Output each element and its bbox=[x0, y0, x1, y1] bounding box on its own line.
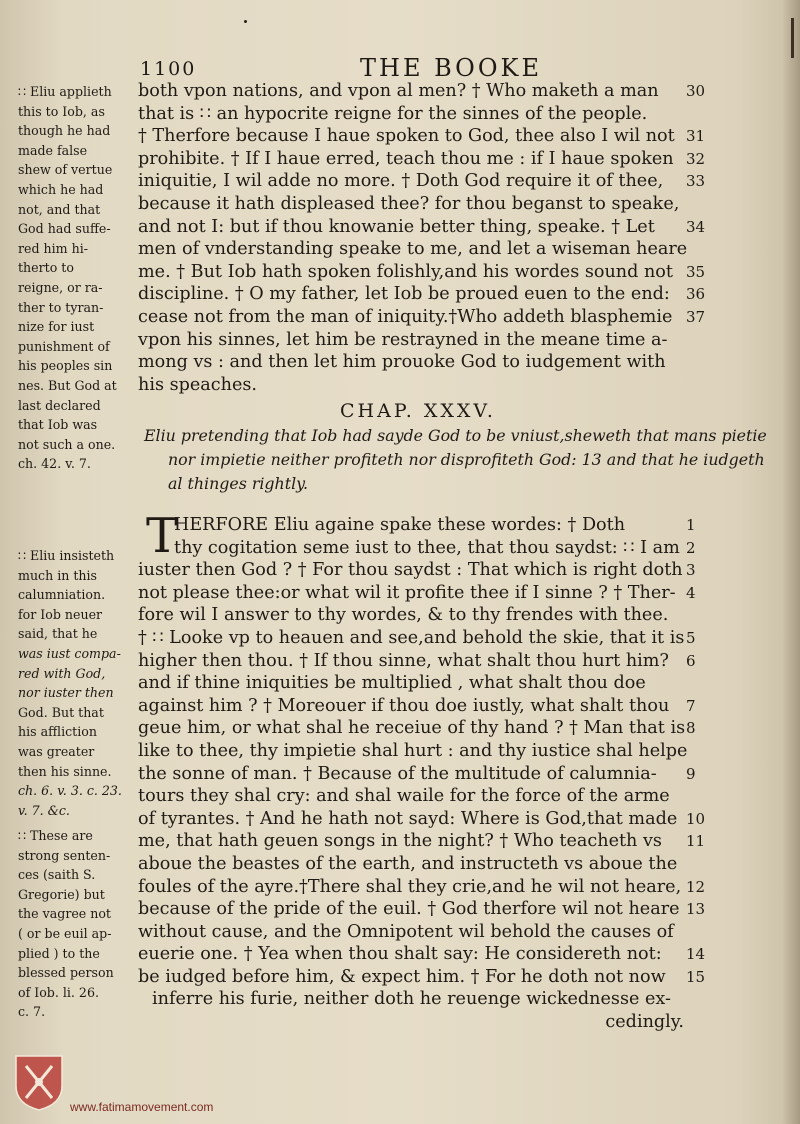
text-line: men of vnderstanding speake to me, and let a wiseman heare bbox=[138, 239, 688, 260]
verse-number bbox=[686, 103, 726, 126]
verse-number bbox=[686, 351, 726, 374]
sidenote-line: red with God, bbox=[18, 665, 106, 681]
sidenote-line: strong senten- bbox=[18, 847, 111, 863]
sidenote-line: God. But that bbox=[18, 704, 104, 720]
text-line: inferre his furie, neither doth he reuenge wickednesse ex- bbox=[152, 989, 671, 1010]
sidenote-line: Gregorie) but bbox=[18, 886, 105, 902]
sidenote-line: that Iob was bbox=[18, 417, 98, 433]
text-line: geue him, or what shal he receiue of thy hand ? † Man that is bbox=[138, 718, 686, 739]
text-line: me, that hath geuen songs in the night? † Who teacheth vs bbox=[138, 831, 662, 852]
verse-number: 34 bbox=[686, 217, 706, 236]
verse-number: 7 bbox=[686, 696, 696, 715]
sidenote-line: v. 7. &c. bbox=[18, 802, 70, 818]
verse-number: 6 bbox=[686, 651, 696, 670]
sidenote-line: then his sinne. bbox=[18, 763, 112, 779]
running-head: THE BOOKE bbox=[360, 54, 542, 82]
verse-number bbox=[686, 238, 726, 261]
verse-number bbox=[686, 988, 726, 1011]
sidenote-line: ∷ Eliu applieth bbox=[18, 84, 112, 99]
verse-number: 12 bbox=[686, 877, 706, 896]
sidenote-line: ( or be euil ap- bbox=[18, 925, 112, 941]
verse-number: 32 bbox=[686, 149, 706, 168]
verse-number: 30 bbox=[686, 82, 706, 100]
sidenote-line: nor iuster then bbox=[18, 685, 114, 701]
sidenote-line: ch. 6. v. 3. c. 23. bbox=[18, 783, 122, 799]
verse-number: 36 bbox=[686, 285, 706, 304]
verse-number: 31 bbox=[686, 127, 706, 146]
page-number: 1100 bbox=[140, 58, 197, 80]
verse-numbers-top bbox=[686, 80, 726, 396]
argument-line: nor impietie neither profiteth nor disprofiteth God: 13 and that he iudgeth bbox=[168, 450, 765, 469]
text-line: his speaches. bbox=[138, 374, 257, 395]
sidenote-line: last declared bbox=[18, 397, 101, 413]
sidenote-line: shew of vertue bbox=[18, 162, 113, 178]
sidenote-line: nes. But God at bbox=[18, 377, 117, 393]
text-line: HERFORE Eliu againe spake these wordes: † Doth bbox=[174, 515, 626, 535]
text-line: aboue the beastes of the earth, and instructeth vs aboue the bbox=[138, 853, 678, 874]
text-line: without cause, and the Omnipotent wil behold the causes of bbox=[138, 921, 674, 942]
text-line: iniquitie, I wil adde no more. † Doth God require it of thee, bbox=[138, 171, 664, 192]
text-line: foules of the ayre.†There shal they crie,and he wil not heare, bbox=[138, 876, 682, 897]
text-line: prohibite. † If I haue erred, teach thou me : if I haue spoken bbox=[138, 148, 674, 169]
sidenote-1 bbox=[18, 82, 138, 474]
verse-number: 2 bbox=[686, 538, 696, 557]
sidenote-line: ch. 42. v. 7. bbox=[18, 456, 91, 472]
sidenote-line: not, and that bbox=[18, 201, 101, 217]
text-line: the sonne of man. † Because of the multitude of calumnia- bbox=[138, 763, 657, 784]
binding-mark bbox=[791, 18, 794, 58]
sidenote-line: this to Iob, as bbox=[18, 103, 105, 119]
sidenote-line: his peoples sin bbox=[18, 358, 113, 374]
verse-number: 33 bbox=[686, 172, 706, 191]
sidenote-line: God had suffe- bbox=[18, 221, 111, 237]
verse-number: 13 bbox=[686, 900, 706, 919]
text-line: tours they shal cry: and shal waile for the force of the arme bbox=[138, 786, 670, 807]
verse-number: 9 bbox=[686, 764, 696, 783]
verse-number bbox=[686, 853, 726, 876]
argument-line: al thinges rightly. bbox=[168, 474, 308, 493]
drop-cap: T bbox=[146, 508, 179, 564]
sidenote-line: nize for iust bbox=[18, 319, 95, 335]
verse-number bbox=[686, 193, 726, 216]
sidenote-line: though he had bbox=[18, 123, 111, 139]
text-line: fore wil I answer to thy wordes, & to thy frendes with thee. bbox=[138, 605, 669, 626]
text-line: cease not from the man of iniquity.†Who addeth blasphemie bbox=[138, 306, 673, 327]
verse-number: 37 bbox=[686, 307, 706, 326]
ink-dot bbox=[244, 20, 247, 23]
sidenote-line: plied ) to the bbox=[18, 945, 100, 961]
main-text-bottom bbox=[138, 508, 688, 1034]
text-line: be iudged before him, & expect him. † For he doth not now bbox=[138, 966, 666, 987]
text-line: and if thine iniquities be multiplied , what shalt thou doe bbox=[138, 673, 646, 694]
binding-shadow bbox=[782, 0, 800, 1124]
sidenote-line: not such a one. bbox=[18, 436, 116, 452]
text-line: not please thee:or what wil it profite thee if I sinne ? † Ther- bbox=[138, 582, 676, 603]
sidenote-line: therto to bbox=[18, 260, 74, 276]
sidenote-line: ces (saith S. bbox=[18, 867, 96, 883]
sidenote-line: reigne, or ra- bbox=[18, 279, 103, 295]
text-line: iuster then God ? † For thou saydst : That which is right doth bbox=[138, 560, 683, 581]
verse-number bbox=[686, 672, 726, 695]
text-line: mong vs : and then let him prouoke God to iudgement with bbox=[138, 352, 666, 373]
text-line: both vpon nations, and vpon al men? † Who maketh a man bbox=[138, 81, 659, 101]
text-line: vpon his sinnes, let him be restrayned in the meane time a- bbox=[138, 329, 668, 350]
sidenote-line: blessed person bbox=[18, 965, 114, 981]
text-line: that is ∷ an hypocrite reigne for the sinnes of the people. bbox=[138, 103, 648, 124]
verse-number bbox=[686, 785, 726, 808]
sidenote-line: red him hi- bbox=[18, 240, 89, 256]
sidenote-line: for Iob neuer bbox=[18, 606, 103, 622]
sidenote-2 bbox=[18, 546, 138, 820]
verse-number bbox=[686, 329, 726, 352]
sidenote-line: ther to tyran- bbox=[18, 299, 104, 315]
sidenote-line: much in this bbox=[18, 567, 98, 583]
text-line: because it hath displeased thee? for thou beganst to speake, bbox=[138, 193, 680, 214]
verse-number bbox=[686, 921, 726, 944]
main-text-top bbox=[138, 80, 688, 396]
verse-number: 35 bbox=[686, 262, 706, 281]
sidenote-3 bbox=[18, 826, 138, 1022]
text-line: thy cogitation seme iust to thee, that thou saydst: ∷ I am bbox=[174, 537, 680, 558]
sidenote-line: ∷ These are bbox=[18, 828, 93, 843]
chapter-argument bbox=[144, 424, 767, 496]
text-line: † Therfore because I haue spoken to God, thee also I wil not bbox=[138, 126, 675, 147]
sidenote-line: was greater bbox=[18, 743, 95, 759]
text-line: because of the pride of the euil. † God therfore wil not heare bbox=[138, 899, 680, 920]
text-line: cedingly. bbox=[605, 1012, 684, 1033]
text-line: of tyrantes. † And he hath not sayd: Where is God,that made bbox=[138, 808, 678, 829]
sidenote-line: of Iob. li. 26. bbox=[18, 984, 99, 1000]
sidenote-line: made false bbox=[18, 142, 88, 158]
verse-number: 15 bbox=[686, 967, 706, 986]
verse-number: 8 bbox=[686, 719, 696, 738]
text-line: higher then thou. † If thou sinne, what shalt thou hurt him? bbox=[138, 650, 669, 671]
text-line: euerie one. † Yea when thou shalt say: He considereth not: bbox=[138, 944, 662, 965]
sidenote-line: the vagree not bbox=[18, 906, 111, 922]
verse-number: 3 bbox=[686, 561, 696, 580]
sidenote-line: ∷ Eliu insisteth bbox=[18, 548, 115, 563]
sidenote-line: which he had bbox=[18, 181, 104, 197]
text-line: discipline. † O my father, let Iob be proued euen to the end: bbox=[138, 284, 670, 305]
sidenote-line: punishment of bbox=[18, 338, 110, 354]
text-line: against him ? † Moreouer if thou doe iustly, what shalt thou bbox=[138, 695, 670, 716]
sidenote-line: his affliction bbox=[18, 724, 97, 740]
verse-number bbox=[686, 374, 726, 397]
verse-number: 4 bbox=[686, 583, 696, 602]
verse-number bbox=[686, 604, 726, 627]
sidenote-line: said, that he bbox=[18, 626, 98, 642]
verse-number: 5 bbox=[686, 628, 696, 647]
chapter-heading: CHAP. XXXV. bbox=[340, 400, 496, 422]
verse-number bbox=[686, 1011, 726, 1034]
verse-number: 14 bbox=[686, 945, 706, 964]
seal-icon bbox=[12, 1052, 66, 1112]
verse-number: 11 bbox=[686, 832, 706, 851]
text-line: like to thee, thy impietie shal hurt : and thy iustice shal helpe bbox=[138, 740, 688, 761]
argument-line: Eliu pretending that Iob had sayde God to be vniust,sheweth that mans pietie bbox=[144, 426, 767, 445]
sidenote-line: c. 7. bbox=[18, 1004, 46, 1020]
text-line: † ∷ Looke vp to heauen and see,and behold the skie, that it is bbox=[138, 627, 685, 648]
text-line: me. † But Iob hath spoken folishly,and his wordes sound not bbox=[138, 261, 673, 282]
sidenote-line: was iust compa- bbox=[18, 645, 121, 661]
verse-number: 10 bbox=[686, 809, 706, 828]
text-line: and not I: but if thou knowanie better thing, speake. † Let bbox=[138, 216, 655, 237]
verse-number: 1 bbox=[686, 516, 696, 534]
verse-number bbox=[686, 740, 726, 763]
verse-numbers-bottom bbox=[686, 514, 726, 1034]
sidenote-line: calumniation. bbox=[18, 587, 106, 603]
footer-url[interactable]: www.fatimamovement.com bbox=[70, 1100, 214, 1114]
